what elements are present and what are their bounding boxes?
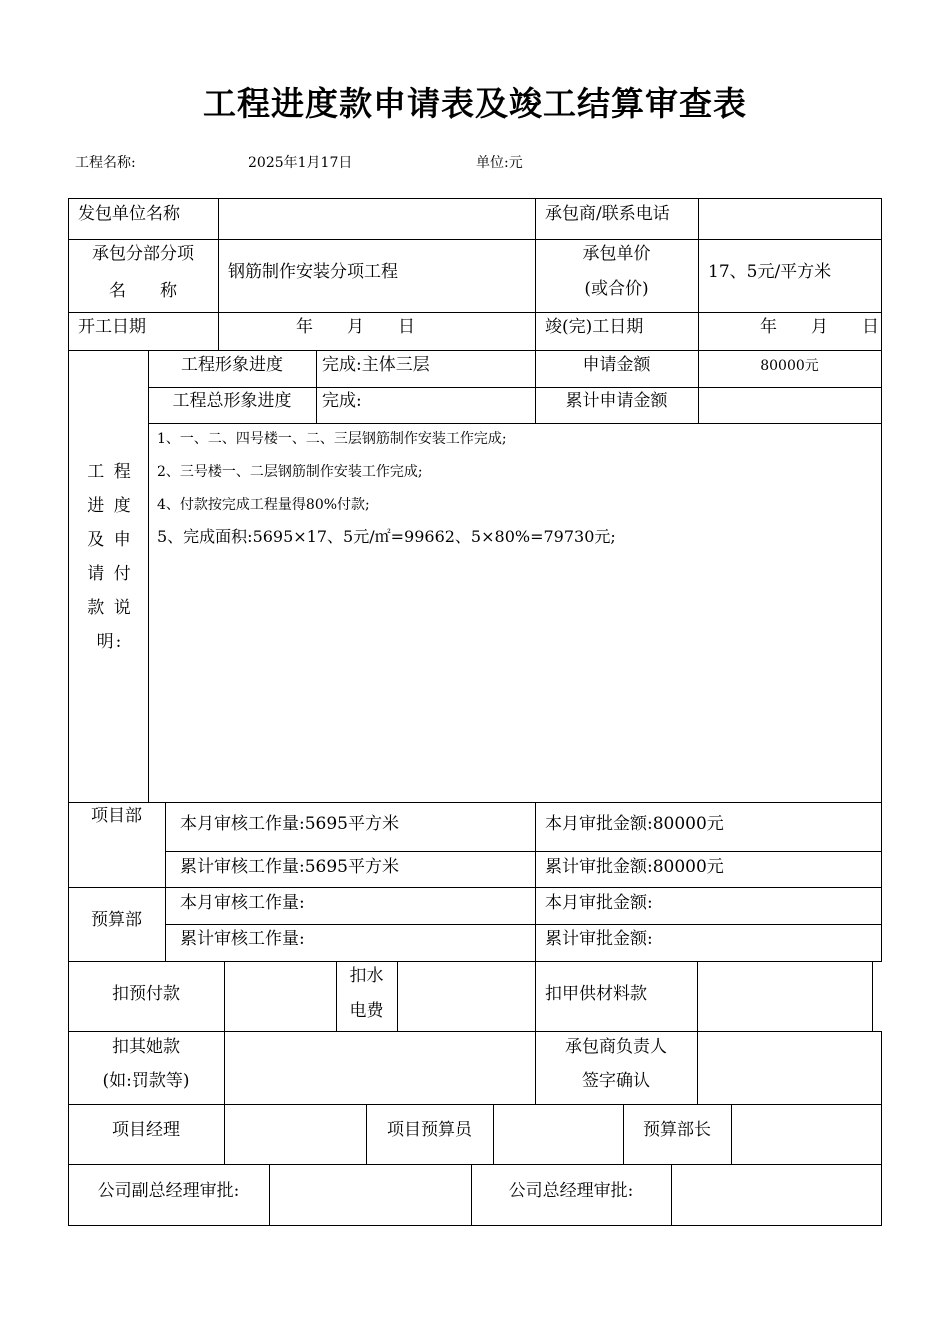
contractor-sign-label-2: 签字确认: [582, 1071, 650, 1091]
project-manager-label: 项目经理: [112, 1120, 180, 1140]
owner-material-deduction-label: 扣甲供材料款: [545, 984, 647, 1004]
budget-dept-month-amount: 本月审批金额:: [545, 893, 653, 913]
project-dept-month-amount: 本月审批金额:80000元: [545, 814, 724, 834]
project-dept-month-quantity: 本月审核工作量:5695平方米: [180, 814, 399, 834]
other-deduction-label-2: (如:罚款等): [102, 1071, 190, 1091]
progress-note-2: 2、三号楼一、二层钢筋制作安装工作完成;: [157, 464, 423, 480]
image-progress-label: 工程形象进度: [181, 355, 283, 375]
budget-dept-total-amount: 累计审批金额:: [545, 929, 653, 949]
project-budgeter-label: 项目预算员: [387, 1120, 472, 1140]
unit-price-value: 17、5元/平方米: [708, 262, 832, 282]
employer-name-label: 发包单位名称: [78, 204, 180, 224]
prepayment-deduction-label: 扣预付款: [112, 984, 180, 1004]
start-date-value: 年 月 日: [296, 317, 415, 337]
completion-date-value: 年 月 日: [760, 317, 879, 337]
subproject-name-label-1: 承包分部分项: [92, 244, 194, 264]
cumulative-amount-label: 累计申请金额: [565, 391, 668, 411]
progress-side-label: 工 程 进 度 及 申 请 付 款 说 明:: [87, 462, 133, 652]
budget-dept-label: 预算部: [91, 910, 142, 930]
start-date-label: 开工日期: [78, 317, 146, 337]
budget-dept-month-quantity: 本月审核工作量:: [180, 893, 305, 913]
budget-head-label: 预算部长: [643, 1120, 711, 1140]
completion-date-label: 竣(完)工日期: [545, 317, 644, 337]
subproject-name-label-2: 名 称: [109, 281, 177, 301]
apply-amount-value: 80000元: [760, 358, 819, 374]
contractor-sign-label-1: 承包商负责人: [565, 1037, 667, 1057]
deputy-gm-approval-label: 公司副总经理审批:: [97, 1181, 240, 1201]
report-date: 2025年1月17日: [248, 155, 353, 171]
image-progress-value: 完成:主体三层: [322, 355, 430, 375]
total-progress-value: 完成:: [322, 391, 362, 411]
utility-deduction-label-1: 扣水: [349, 966, 384, 986]
project-dept-label: 项目部: [91, 806, 142, 826]
progress-note-3: 4、付款按完成工程量得80%付款;: [157, 497, 370, 513]
unit-label: 单位:元: [476, 155, 523, 171]
subproject-name-value: 钢筋制作安装分项工程: [228, 262, 398, 282]
unit-price-label-1: 承包单价: [582, 244, 651, 264]
apply-amount-label: 申请金额: [582, 355, 651, 375]
utility-deduction-label-2: 电费: [349, 1001, 384, 1021]
progress-note-4: 5、完成面积:5695×17、5元/㎡=99662、5×80%=79730元;: [157, 527, 616, 546]
budget-dept-total-quantity: 累计审核工作量:: [180, 929, 305, 949]
project-dept-total-quantity: 累计审核工作量:5695平方米: [180, 857, 399, 877]
page-title: 工程进度款申请表及竣工结算审查表: [203, 84, 747, 123]
other-deduction-label-1: 扣其她款: [112, 1037, 180, 1057]
project-name-label: 工程名称:: [75, 155, 136, 171]
gm-approval-label: 公司总经理审批:: [508, 1181, 634, 1201]
progress-note-1: 1、一、二、四号楼一、二、三层钢筋制作安装工作完成;: [157, 431, 507, 447]
contractor-phone-label: 承包商/联系电话: [545, 204, 670, 224]
total-progress-label: 工程总形象进度: [172, 391, 292, 411]
unit-price-label-2: (或合价): [584, 279, 649, 299]
project-dept-total-amount: 累计审批金额:80000元: [545, 857, 724, 877]
